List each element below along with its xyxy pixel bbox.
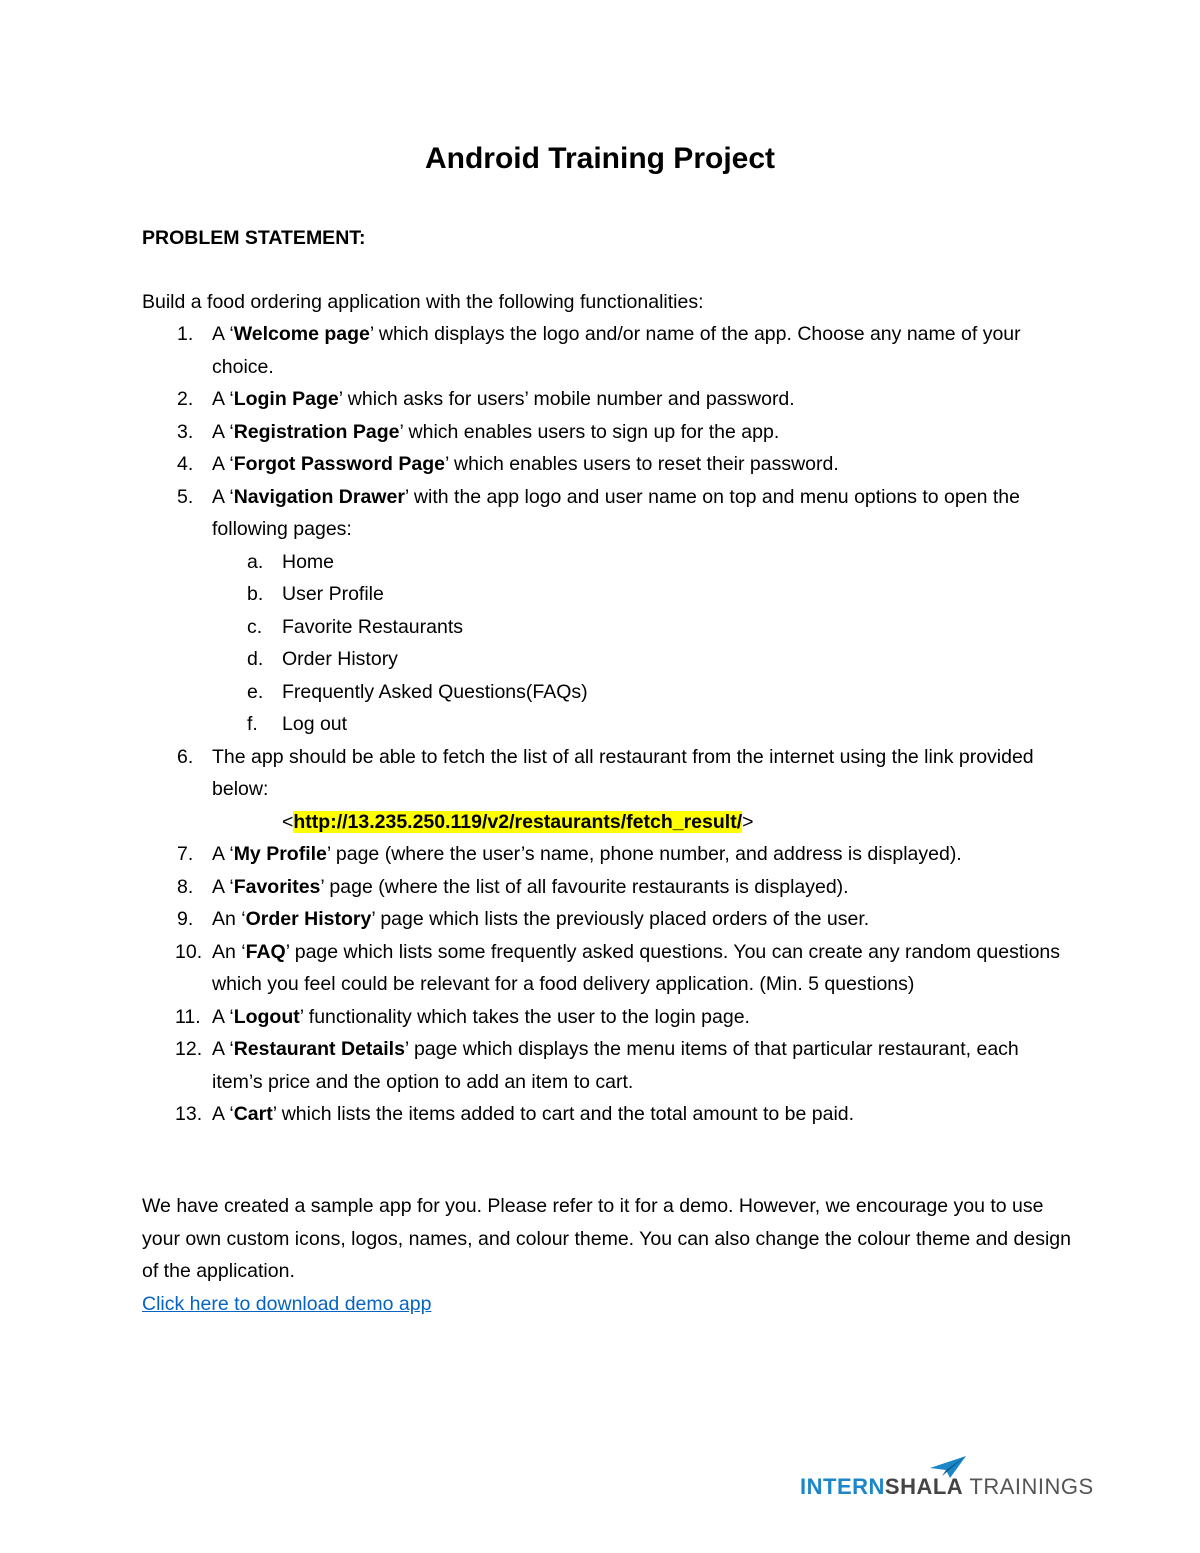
functionality-list (142, 318, 1072, 1131)
sub-list-item: d. Order History (247, 648, 398, 670)
list-item: 12. A ‘Restaurant Details’ page which displays the menu items of that particular restaurant, each item’s price and the option to add an item to cart. (175, 1038, 1019, 1093)
sub-list-item: a. Home (247, 550, 335, 573)
list-item: 1. A ‘Welcome page’ which displays the logo and/or name of the app. Choose any name of your choice. (177, 323, 1021, 378)
sub-list-item: e. Frequently Asked Questions(FAQs) (247, 680, 588, 703)
list-item: 6. The app should be able to fetch the list of all restaurant from the internet using the link provided below: <http://13.235.250.119/v2/restaurants/fetch_result/> (142, 741, 1072, 839)
api-url[interactable]: http://13.235.250.119/v2/restaurants/fetch_result/ (293, 810, 743, 833)
closing-text: We have created a sample app for you. Please refer to it for a demo. However, we encourage you to use your own custom icons, logos, names, and colour theme. You can also change the colour theme and design of the application. (142, 1195, 1071, 1282)
closing-paragraph (142, 1190, 1072, 1320)
list-item: 11. A ‘Logout’ functionality which takes the user to the login page. (175, 1005, 750, 1028)
sub-list-item: b. User Profile (247, 583, 384, 605)
list-item: 10. An ‘FAQ’ page which lists some frequently asked questions. You can create any random questions which you feel could be relevant for a food delivery application. (Min. 5 questions) (175, 940, 1061, 995)
list-item: 7. A ‘My Profile’ page (where the user’s name, phone number, and address is displayed). (177, 843, 962, 865)
download-demo-link[interactable]: Click here to download demo app (142, 1292, 432, 1315)
api-url-line: <http://13.235.250.119/v2/restaurants/fetch_result/> (282, 810, 754, 833)
list-item: 2. A ‘Login Page’ which asks for users’ mobile number and password. (177, 388, 795, 410)
sub-list-item: f. Log out (247, 713, 348, 735)
internshala-trainings-logo (800, 1454, 1094, 1506)
logo-text: INTERNSHALA TRAININGS (800, 1474, 1094, 1499)
navigation-menu-options (212, 546, 1072, 741)
list-item: 9. An ‘Order History’ page which lists the previously placed orders of the user. (177, 908, 870, 930)
intro-text: Build a food ordering application with the following functionalities: (142, 291, 704, 313)
list-item: 5. A ‘Navigation Drawer’ with the app logo and user name on top and menu options to open the following pages: a. Home b. User Profile c. Favorite Restaurants d. Order History e. Frequently Asked Questions(FAQs) f. Log out (142, 481, 1072, 741)
document-title: Android Training Project (424, 142, 776, 175)
problem-statement-heading: PROBLEM STATEMENT: (142, 227, 366, 249)
list-item: 13. A ‘Cart’ which lists the items added to cart and the total amount to be paid. (175, 1103, 855, 1125)
list-item: 8. A ‘Favorites’ page (where the list of all favourite restaurants is displayed). (177, 875, 849, 898)
list-item: 3. A ‘Registration Page’ which enables users to sign up for the app. (177, 420, 780, 443)
list-item: 4. A ‘Forgot Password Page’ which enables users to reset their password. (177, 453, 839, 475)
sub-list-item: c. Favorite Restaurants (247, 615, 463, 638)
